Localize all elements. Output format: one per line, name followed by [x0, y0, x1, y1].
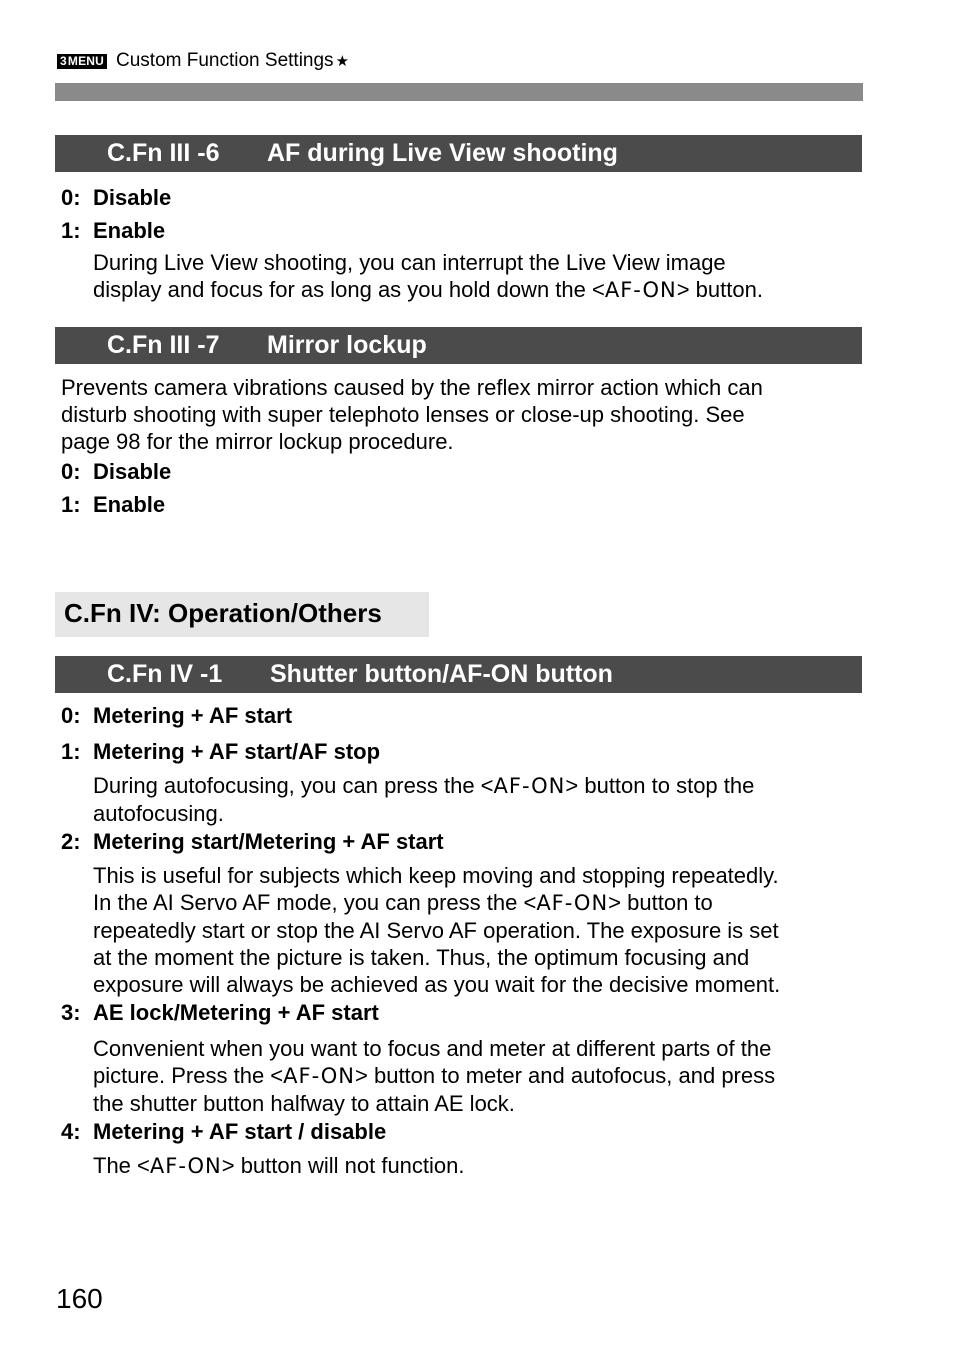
- option-description: During Live View shooting, you can interrupt the Live View image display and focus for as long as you hold down the <AF-ON> button.: [93, 250, 763, 302]
- section-title: Shutter button/AF-ON button: [270, 660, 613, 688]
- group-heading: C.Fn IV: Operation/Others: [55, 592, 429, 637]
- option-description: The <AF-ON> button will not function.: [93, 1153, 465, 1178]
- header-title: Custom Function Settings: [116, 50, 334, 71]
- section-intro: Prevents camera vibrations caused by the reflex mirror action which can disturb shooting with super telephoto lenses or close-up shooting. See page 98 for the mirror lockup procedure.: [61, 375, 763, 454]
- option-description: This is useful for subjects which keep moving and stopping repeatedly. In the AI Servo AF mode, you can press the <AF-ON> button to repeatedly start or stop the AI Servo AF operation. The exposure is set at the moment the picture is taken. Thus, the optimum focusing and exposure will always be achieved as you wait for the decisive moment.: [93, 863, 781, 997]
- option-item: 2: Metering start/Metering + AF start: [61, 829, 444, 854]
- section-bar-cfn-iii-7: [55, 327, 862, 364]
- option-description: Convenient when you want to focus and meter at different parts of the picture. Press the <AF-ON> button to meter and autofocus, and press the shutter button halfway to attain AE lock.: [93, 1036, 776, 1116]
- section-code: C.Fn III -7: [107, 331, 220, 359]
- section-title: Mirror lockup: [267, 331, 427, 359]
- option-description: During autofocusing, you can press the <AF-ON> button to stop the autofocusing.: [93, 773, 755, 826]
- option-item: 3: AE lock/Metering + AF start: [61, 1000, 379, 1025]
- option-item: 1: Enable: [61, 492, 166, 517]
- page-number: 160: [56, 1283, 103, 1314]
- option-item: 0: Disable: [61, 185, 172, 210]
- option-item: 4: Metering + AF start / disable: [61, 1119, 387, 1144]
- option-item: 1: Metering + AF start/AF stop: [61, 739, 381, 764]
- af-on-button-icon: AF-ON: [493, 774, 566, 798]
- section-bar-cfn-iii-6: [55, 135, 862, 172]
- af-on-button-icon: AF-ON: [149, 1154, 222, 1178]
- af-on-button-icon: AF-ON: [604, 278, 677, 302]
- menu-icon: 3MENU: [57, 54, 107, 69]
- section-code: C.Fn III -6: [107, 139, 220, 167]
- header-divider: [55, 83, 863, 101]
- page-header: [57, 50, 349, 72]
- section-title: AF during Live View shooting: [267, 139, 618, 167]
- option-item: 0: Metering + AF start: [61, 703, 293, 728]
- section-code: C.Fn IV -1: [107, 660, 223, 688]
- af-on-button-icon: AF-ON: [536, 891, 609, 915]
- option-item: 1: Enable: [61, 218, 166, 243]
- section-bar-cfn-iv-1: [55, 656, 862, 693]
- af-on-button-icon: AF-ON: [283, 1064, 356, 1088]
- star-icon: ★: [335, 53, 350, 70]
- option-item: 0: Disable: [61, 459, 172, 484]
